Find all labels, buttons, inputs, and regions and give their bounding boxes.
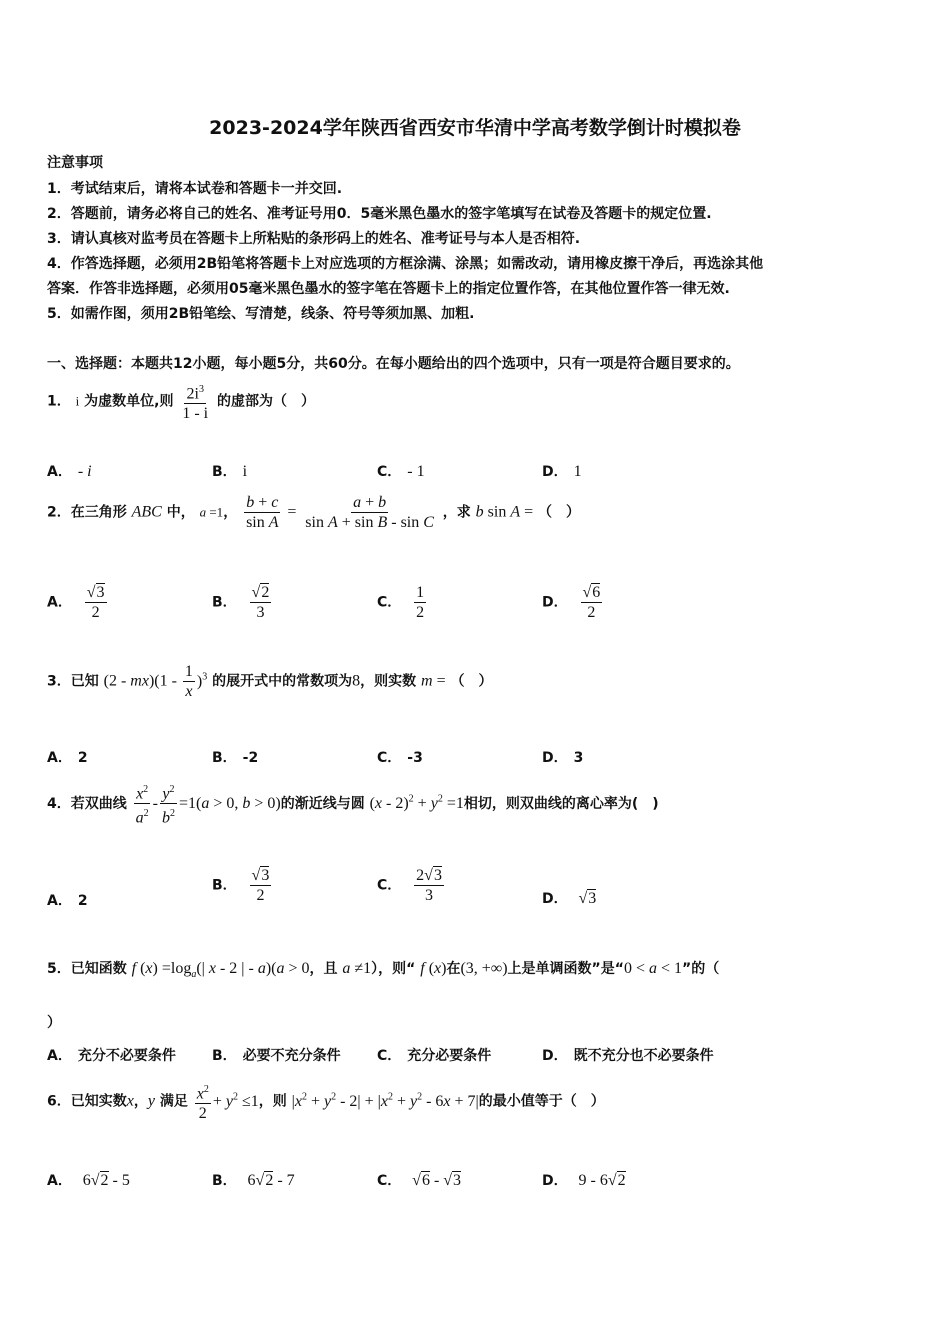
notice-item: 2．答题前，请务必将自己的姓名、准考证号用0．5毫米黑色墨水的签字笔填写在试卷及答题卡的规定位置. bbox=[47, 206, 712, 222]
notice-item: 5．如需作图，须用2B铅笔绘、写清楚，线条、符号等须加黑、加粗. bbox=[47, 306, 475, 322]
math-fraction: $\frac{a + b}{\text{sin A + sin B - sin C}}$ bbox=[305, 494, 434, 531]
notice-item: 4．作答选择题，必须用2B铅笔将答题卡上对应选项的方框涂满、涂黑；如需改动，请用橡皮擦干净后，再选涂其他 bbox=[47, 256, 764, 272]
question-number: 1． bbox=[47, 393, 71, 410]
option-b[interactable]: B． $\frac{√2}{3}$ bbox=[212, 584, 270, 621]
option-c[interactable]: C． 充分必要条件 bbox=[377, 1048, 492, 1064]
option-c[interactable]: C． - 1 bbox=[377, 463, 425, 480]
option-d[interactable]: D． $\frac{√6}{2}$ bbox=[542, 584, 601, 621]
option-c[interactable]: C． √6 - √3 bbox=[377, 1172, 462, 1189]
math-fraction: $\frac{2i^3}{1 - i}$ bbox=[180, 380, 210, 423]
option-b[interactable]: B． 6√2 - 7 bbox=[212, 1172, 295, 1189]
option-d[interactable]: D． √3 bbox=[542, 890, 597, 907]
notice-item: 答案．作答非选择题，必须用05毫米黑色墨水的签字笔在答题卡上的指定位置作答，在其他位置作答一律无效. bbox=[47, 281, 730, 297]
question-2: 2．在三角形 ABC 中， a =1， $\frac{b + c}{\text{sin A}}$ = $\frac{a + b}{\text{sin A + sin B - sin C}}$ ，求 b sin A = （ ） bbox=[47, 494, 581, 531]
question-5-continuation: ） bbox=[47, 1015, 61, 1031]
option-a[interactable]: A． 6√2 - 5 bbox=[47, 1172, 130, 1189]
option-b[interactable]: B． -2 bbox=[212, 750, 259, 766]
option-b[interactable]: B． $\frac{√3}{2}$ bbox=[212, 867, 270, 904]
option-a[interactable]: A． $\frac{√3}{2}$ bbox=[47, 584, 105, 621]
option-d[interactable]: D． 1 bbox=[542, 463, 582, 480]
option-d[interactable]: D． 既不充分也不必要条件 bbox=[542, 1048, 714, 1064]
section-heading: 一、选择题：本题共12小题，每小题5分，共60分。在每小题给出的四个选项中，只有一项是符合题目要求的。 bbox=[47, 356, 740, 372]
option-a[interactable]: A． 2 bbox=[47, 750, 88, 766]
option-a[interactable]: A． 充分不必要条件 bbox=[47, 1048, 176, 1064]
notice-item: 1．考试结束后，请将本试卷和答题卡一并交回. bbox=[47, 181, 343, 197]
question-5: 5．已知函数 f $(x) =\log_a(|$ x - 2 | - a)(a > 0，且 a ≠1），则“ f (x)在(3, +∞)上是单调函数”是“0 < a < 1”的（ bbox=[47, 960, 720, 981]
option-c[interactable]: C． -3 bbox=[377, 750, 423, 766]
question-6: 6．已知实数x，y 满足 $\frac{x^2}{2}$ + $y^2 \le 1$，则 $|x^2 + y^2 - 2| + |x^2 + y^2 - 6x + 7|$的最小值等于（ ） bbox=[47, 1080, 605, 1123]
option-a[interactable]: A． 2 bbox=[47, 893, 88, 909]
page-title: 2023-2024学年陕西省西安市华清中学高考数学倒计时模拟卷 bbox=[209, 117, 741, 139]
notice-item: 3．请认真核对监考员在答题卡上所粘贴的条形码上的姓名、准考证号与本人是否相符. bbox=[47, 231, 581, 247]
question-4: 4．若双曲线 $\frac{x^2}{a^2}$ - $\frac{y^2}{b^2}$ =1(a > 0, b > 0)的渐近线与圆 $(x - 2)^2 + y^2 =1$相切，则双曲线的离心率为( ) bbox=[47, 780, 659, 828]
question-3: 3．已知 (2 - mx)(1 - $\frac{1}{x}$ )$^3$ 的展开式中的常数项为8，则实数 m = （ ） bbox=[47, 663, 493, 700]
option-d[interactable]: D． 3 bbox=[542, 750, 584, 766]
math-fraction: $\frac{1}{x}$ bbox=[184, 663, 193, 700]
question-1: 1． i 为虚数单位,则 $\frac{2i^3}{1 - i}$ 的虚部为（ ） bbox=[47, 380, 315, 423]
option-c[interactable]: C． $\frac{2√3}{3}$ bbox=[377, 867, 442, 904]
math-fraction: $\frac{b + c}{\text{sin A}}$ bbox=[246, 494, 279, 531]
option-c[interactable]: C． $\frac{1}{2}$ bbox=[377, 584, 425, 621]
option-b[interactable]: B． i bbox=[212, 463, 248, 480]
option-b[interactable]: B． 必要不充分条件 bbox=[212, 1048, 341, 1064]
option-d[interactable]: D． 9 - 6√2 bbox=[542, 1172, 626, 1189]
option-a[interactable]: A． - i bbox=[47, 463, 92, 480]
notice-heading: 注意事项 bbox=[47, 155, 103, 171]
